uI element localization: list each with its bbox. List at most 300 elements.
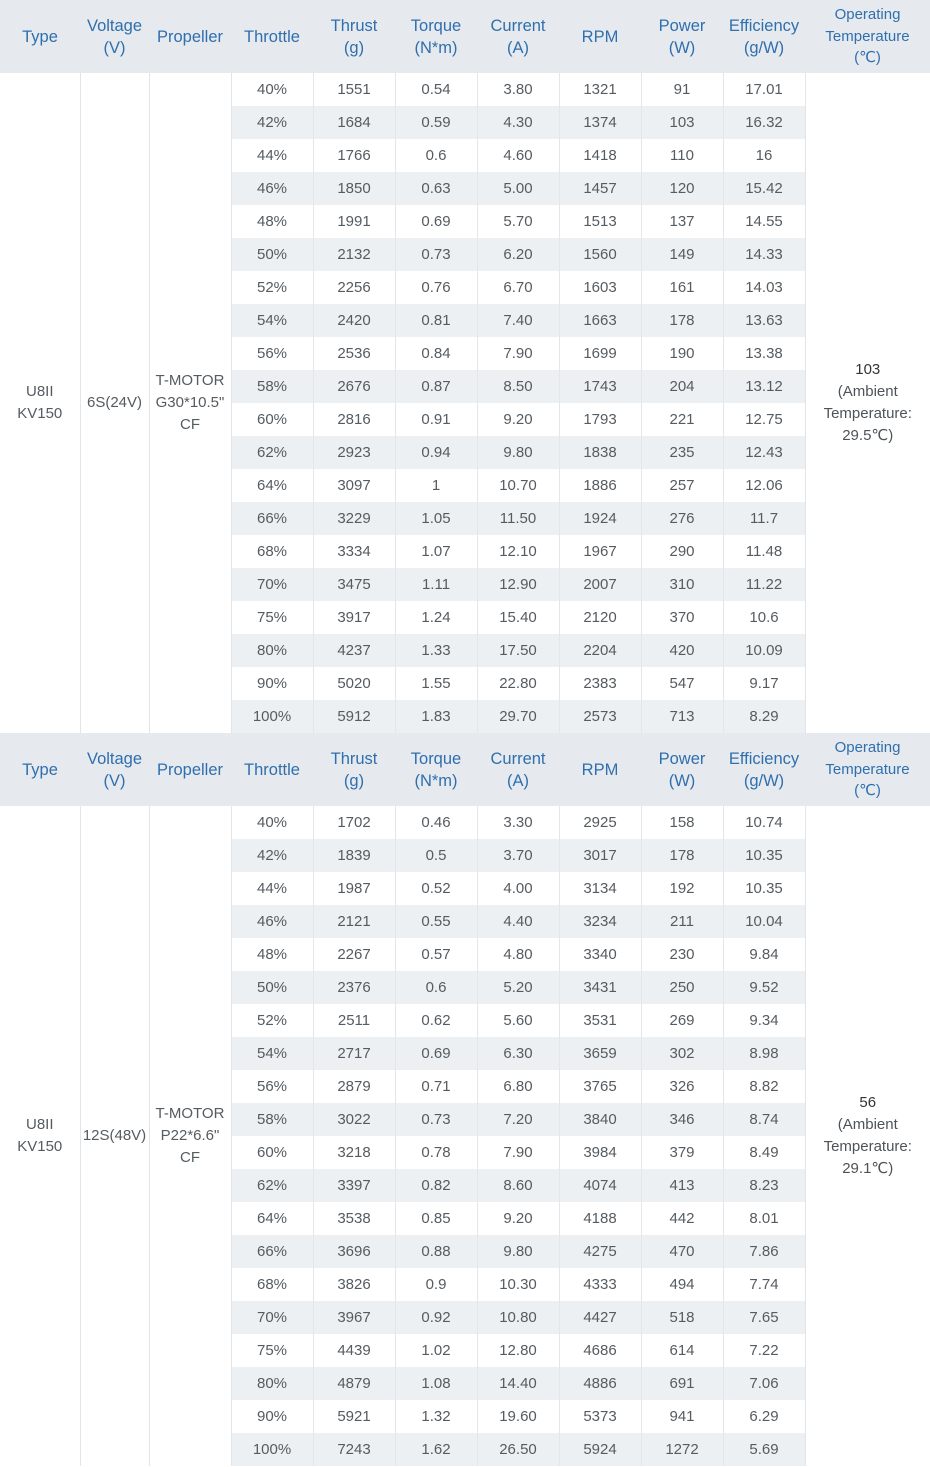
torque-cell: 0.71 (395, 1070, 477, 1103)
rpm-cell: 3984 (559, 1136, 641, 1169)
propeller-line: CF (180, 416, 200, 433)
header-line: (A) (507, 771, 529, 790)
throttle-cell: 64% (231, 1202, 313, 1235)
throttle-cell: 80% (231, 1367, 313, 1400)
header-line: (A) (507, 38, 529, 57)
header-line: (V) (103, 771, 126, 790)
rpm-cell: 1418 (559, 139, 641, 172)
rpm-cell: 3340 (559, 938, 641, 971)
column-header-voltage (80, 0, 149, 73)
throttle-cell: 68% (231, 535, 313, 568)
rpm-cell: 2925 (559, 806, 641, 839)
thrust-cell: 2717 (313, 1037, 395, 1070)
current-cell: 10.70 (477, 469, 559, 502)
header-line: RPM (581, 760, 619, 779)
throttle-cell: 40% (231, 73, 313, 106)
throttle-cell: 75% (231, 601, 313, 634)
current-cell: 6.20 (477, 238, 559, 271)
power-cell: 1272 (641, 1433, 723, 1466)
torque-cell: 0.81 (395, 304, 477, 337)
current-cell: 3.70 (477, 839, 559, 872)
rpm-cell: 1663 (559, 304, 641, 337)
column-header-efficiency (723, 733, 805, 806)
propeller-line: G30*10.5" (155, 394, 225, 411)
power-cell: 413 (641, 1169, 723, 1202)
torque-cell: 1.07 (395, 535, 477, 568)
efficiency-cell: 11.22 (723, 568, 805, 601)
rpm-cell: 2204 (559, 634, 641, 667)
power-cell: 120 (641, 172, 723, 205)
torque-cell: 1.05 (395, 502, 477, 535)
header-line: Temperature (825, 760, 910, 778)
column-header-voltage (80, 733, 149, 806)
efficiency-cell: 10.35 (723, 872, 805, 905)
rpm-cell: 5924 (559, 1433, 641, 1466)
power-cell: 250 (641, 971, 723, 1004)
efficiency-cell: 10.09 (723, 634, 805, 667)
header-line: Efficiency (728, 749, 800, 768)
column-header-propeller (149, 733, 231, 806)
header-line: Temperature (825, 27, 910, 45)
current-cell: 7.40 (477, 304, 559, 337)
throttle-cell: 60% (231, 403, 313, 436)
header-line: Torque (410, 749, 462, 768)
current-cell: 5.20 (477, 971, 559, 1004)
power-cell: 149 (641, 238, 723, 271)
column-header-efficiency (723, 0, 805, 73)
rpm-cell: 4333 (559, 1268, 641, 1301)
torque-cell: 0.63 (395, 172, 477, 205)
power-cell: 211 (641, 905, 723, 938)
power-cell: 290 (641, 535, 723, 568)
power-cell: 276 (641, 502, 723, 535)
rpm-cell: 4886 (559, 1367, 641, 1400)
efficiency-cell: 8.29 (723, 700, 805, 733)
efficiency-cell: 11.7 (723, 502, 805, 535)
throttle-cell: 66% (231, 1235, 313, 1268)
current-cell: 26.50 (477, 1433, 559, 1466)
current-cell: 12.90 (477, 568, 559, 601)
efficiency-cell: 12.43 (723, 436, 805, 469)
column-header-type (0, 733, 80, 806)
efficiency-cell: 7.86 (723, 1235, 805, 1268)
propeller-value (149, 73, 231, 733)
rpm-cell: 1967 (559, 535, 641, 568)
power-cell: 346 (641, 1103, 723, 1136)
table-row (0, 73, 930, 106)
header-line: Current (490, 749, 546, 768)
thrust-cell: 3022 (313, 1103, 395, 1136)
column-header-thrust (313, 0, 395, 73)
throttle-cell: 46% (231, 905, 313, 938)
thrust-cell: 1702 (313, 806, 395, 839)
header-line: (g) (343, 38, 365, 57)
efficiency-cell: 8.23 (723, 1169, 805, 1202)
throttle-cell: 68% (231, 1268, 313, 1301)
throttle-cell: 52% (231, 1004, 313, 1037)
thrust-cell: 3475 (313, 568, 395, 601)
column-header-propeller (149, 0, 231, 73)
current-cell: 6.70 (477, 271, 559, 304)
torque-cell: 0.85 (395, 1202, 477, 1235)
thrust-cell: 1839 (313, 839, 395, 872)
efficiency-cell: 13.38 (723, 337, 805, 370)
throttle-cell: 66% (231, 502, 313, 535)
rpm-cell: 4074 (559, 1169, 641, 1202)
torque-cell: 1.33 (395, 634, 477, 667)
column-header-thrust (313, 733, 395, 806)
column-header-power (641, 733, 723, 806)
column-header-torque (395, 0, 477, 73)
throttle-cell: 42% (231, 106, 313, 139)
torque-cell: 0.57 (395, 938, 477, 971)
thrust-cell: 3097 (313, 469, 395, 502)
thrust-cell: 2511 (313, 1004, 395, 1037)
torque-cell: 0.76 (395, 271, 477, 304)
table-header-row (0, 0, 930, 73)
power-cell: 161 (641, 271, 723, 304)
motor-type-line: KV150 (17, 1138, 63, 1155)
header-line: (g/W) (743, 771, 785, 790)
torque-cell: 0.46 (395, 806, 477, 839)
current-cell: 7.90 (477, 337, 559, 370)
motor-type-line: KV150 (17, 405, 63, 422)
efficiency-cell: 9.34 (723, 1004, 805, 1037)
thrust-cell: 3917 (313, 601, 395, 634)
efficiency-cell: 8.74 (723, 1103, 805, 1136)
rpm-cell: 3840 (559, 1103, 641, 1136)
efficiency-cell: 7.22 (723, 1334, 805, 1367)
thrust-cell: 1987 (313, 872, 395, 905)
thrust-cell: 5020 (313, 667, 395, 700)
current-cell: 6.80 (477, 1070, 559, 1103)
header-line: RPM (581, 27, 619, 46)
torque-cell: 1.83 (395, 700, 477, 733)
rpm-cell: 3659 (559, 1037, 641, 1070)
current-cell: 12.80 (477, 1334, 559, 1367)
torque-cell: 1.11 (395, 568, 477, 601)
torque-cell: 0.62 (395, 1004, 477, 1037)
header-line: Torque (410, 16, 462, 35)
throttle-cell: 90% (231, 1400, 313, 1433)
efficiency-cell: 10.6 (723, 601, 805, 634)
throttle-cell: 70% (231, 1301, 313, 1334)
rpm-cell: 4188 (559, 1202, 641, 1235)
rpm-cell: 3431 (559, 971, 641, 1004)
rpm-cell: 1560 (559, 238, 641, 271)
power-cell: 941 (641, 1400, 723, 1433)
efficiency-cell: 8.49 (723, 1136, 805, 1169)
header-line: (N*m) (414, 771, 458, 790)
header-line: Thrust (330, 749, 378, 768)
header-line: Type (22, 760, 58, 779)
efficiency-cell: 5.69 (723, 1433, 805, 1466)
propeller-line: CF (180, 1149, 200, 1166)
header-line: Operating (834, 739, 901, 757)
efficiency-cell: 16.32 (723, 106, 805, 139)
rpm-cell: 1743 (559, 370, 641, 403)
header-line: Operating (834, 6, 901, 24)
column-header-operating-temperature (805, 733, 930, 806)
throttle-cell: 44% (231, 872, 313, 905)
motor-type (0, 806, 80, 1466)
header-line: Type (22, 27, 58, 46)
power-cell: 691 (641, 1367, 723, 1400)
power-cell: 110 (641, 139, 723, 172)
throttle-cell: 48% (231, 205, 313, 238)
thrust-cell: 1766 (313, 139, 395, 172)
thrust-cell: 2923 (313, 436, 395, 469)
current-cell: 7.20 (477, 1103, 559, 1136)
current-cell: 10.80 (477, 1301, 559, 1334)
column-header-current (477, 733, 559, 806)
current-cell: 9.20 (477, 403, 559, 436)
torque-cell: 0.69 (395, 1037, 477, 1070)
throttle-cell: 70% (231, 568, 313, 601)
propeller-line: T-MOTOR (155, 1105, 225, 1122)
current-cell: 5.00 (477, 172, 559, 205)
rpm-cell: 1886 (559, 469, 641, 502)
power-cell: 379 (641, 1136, 723, 1169)
rpm-cell: 1838 (559, 436, 641, 469)
power-cell: 269 (641, 1004, 723, 1037)
column-header-operating-temperature (805, 0, 930, 73)
column-header-current (477, 0, 559, 73)
rpm-cell: 4686 (559, 1334, 641, 1367)
voltage-value: 6S(24V) (80, 73, 149, 733)
ambient-temperature-line: 29.1℃) (842, 1160, 894, 1177)
thrust-cell: 2816 (313, 403, 395, 436)
current-cell: 4.60 (477, 139, 559, 172)
rpm-cell: 3134 (559, 872, 641, 905)
thrust-cell: 2536 (313, 337, 395, 370)
column-header-rpm (559, 0, 641, 73)
throttle-cell: 58% (231, 370, 313, 403)
torque-cell: 0.88 (395, 1235, 477, 1268)
header-line: Current (490, 16, 546, 35)
power-cell: 713 (641, 700, 723, 733)
rpm-cell: 3017 (559, 839, 641, 872)
column-header-power (641, 0, 723, 73)
header-line: (W) (668, 38, 696, 57)
throttle-cell: 75% (231, 1334, 313, 1367)
throttle-cell: 80% (231, 634, 313, 667)
torque-cell: 0.78 (395, 1136, 477, 1169)
power-cell: 302 (641, 1037, 723, 1070)
efficiency-cell: 9.52 (723, 971, 805, 1004)
table-row (0, 806, 930, 839)
thrust-cell: 3397 (313, 1169, 395, 1202)
rpm-cell: 5373 (559, 1400, 641, 1433)
header-line: (N*m) (414, 38, 458, 57)
current-cell: 9.80 (477, 1235, 559, 1268)
header-line: Throttle (244, 760, 300, 779)
table-header-row (0, 733, 930, 806)
current-cell: 15.40 (477, 601, 559, 634)
efficiency-cell: 7.65 (723, 1301, 805, 1334)
header-line: (℃) (854, 49, 881, 67)
current-cell: 3.80 (477, 73, 559, 106)
torque-cell: 0.87 (395, 370, 477, 403)
power-cell: 235 (641, 436, 723, 469)
current-cell: 14.40 (477, 1367, 559, 1400)
torque-cell: 1.08 (395, 1367, 477, 1400)
efficiency-cell: 9.84 (723, 938, 805, 971)
column-header-torque (395, 733, 477, 806)
throttle-cell: 44% (231, 139, 313, 172)
current-cell: 22.80 (477, 667, 559, 700)
thrust-cell: 1991 (313, 205, 395, 238)
current-cell: 6.30 (477, 1037, 559, 1070)
torque-cell: 0.5 (395, 839, 477, 872)
thrust-cell: 2256 (313, 271, 395, 304)
power-cell: 494 (641, 1268, 723, 1301)
current-cell: 4.40 (477, 905, 559, 938)
thrust-cell: 1551 (313, 73, 395, 106)
current-cell: 12.10 (477, 535, 559, 568)
torque-cell: 0.6 (395, 971, 477, 1004)
power-cell: 204 (641, 370, 723, 403)
propeller-value (149, 806, 231, 1466)
power-cell: 158 (641, 806, 723, 839)
operating-temperature-value (805, 806, 930, 1466)
thrust-cell: 3696 (313, 1235, 395, 1268)
torque-cell: 0.84 (395, 337, 477, 370)
thrust-cell: 1850 (313, 172, 395, 205)
efficiency-cell: 7.74 (723, 1268, 805, 1301)
throttle-cell: 100% (231, 1433, 313, 1466)
header-line: (V) (103, 38, 126, 57)
throttle-cell: 64% (231, 469, 313, 502)
efficiency-cell: 9.17 (723, 667, 805, 700)
thrust-cell: 5921 (313, 1400, 395, 1433)
efficiency-cell: 14.55 (723, 205, 805, 238)
temperature-reading: 56 (859, 1094, 877, 1111)
torque-cell: 1.62 (395, 1433, 477, 1466)
power-cell: 192 (641, 872, 723, 905)
throttle-cell: 90% (231, 667, 313, 700)
rpm-cell: 4275 (559, 1235, 641, 1268)
thrust-cell: 3967 (313, 1301, 395, 1334)
header-line: Thrust (330, 16, 378, 35)
efficiency-cell: 12.06 (723, 469, 805, 502)
power-cell: 178 (641, 839, 723, 872)
efficiency-cell: 8.82 (723, 1070, 805, 1103)
thrust-cell: 1684 (313, 106, 395, 139)
rpm-cell: 1513 (559, 205, 641, 238)
torque-cell: 0.52 (395, 872, 477, 905)
throttle-cell: 56% (231, 337, 313, 370)
header-line: (W) (668, 771, 696, 790)
throttle-cell: 58% (231, 1103, 313, 1136)
current-cell: 10.30 (477, 1268, 559, 1301)
rpm-cell: 3765 (559, 1070, 641, 1103)
thrust-cell: 2676 (313, 370, 395, 403)
header-line: (g/W) (743, 38, 785, 57)
current-cell: 3.30 (477, 806, 559, 839)
power-cell: 310 (641, 568, 723, 601)
current-cell: 29.70 (477, 700, 559, 733)
column-header-rpm (559, 733, 641, 806)
rpm-cell: 1457 (559, 172, 641, 205)
torque-cell: 1.02 (395, 1334, 477, 1367)
efficiency-cell: 11.48 (723, 535, 805, 568)
efficiency-cell: 8.01 (723, 1202, 805, 1235)
throttle-cell: 50% (231, 238, 313, 271)
power-cell: 91 (641, 73, 723, 106)
thrust-cell: 4879 (313, 1367, 395, 1400)
throttle-cell: 50% (231, 971, 313, 1004)
power-cell: 257 (641, 469, 723, 502)
header-line: Efficiency (728, 16, 800, 35)
motor-type (0, 73, 80, 733)
header-line: Propeller (156, 27, 224, 46)
current-cell: 8.60 (477, 1169, 559, 1202)
efficiency-cell: 12.75 (723, 403, 805, 436)
current-cell: 4.80 (477, 938, 559, 971)
voltage-value: 12S(48V) (80, 806, 149, 1466)
throttle-cell: 48% (231, 938, 313, 971)
thrust-cell: 4237 (313, 634, 395, 667)
rpm-cell: 2007 (559, 568, 641, 601)
efficiency-cell: 14.33 (723, 238, 805, 271)
rpm-cell: 3234 (559, 905, 641, 938)
propeller-line: T-MOTOR (155, 372, 225, 389)
torque-cell: 0.54 (395, 73, 477, 106)
thrust-cell: 3334 (313, 535, 395, 568)
current-cell: 5.60 (477, 1004, 559, 1037)
header-line: Voltage (86, 16, 143, 35)
current-cell: 9.80 (477, 436, 559, 469)
rpm-cell: 1699 (559, 337, 641, 370)
power-cell: 420 (641, 634, 723, 667)
power-cell: 442 (641, 1202, 723, 1235)
torque-cell: 1 (395, 469, 477, 502)
ambient-temperature-line: Temperature: (823, 405, 912, 422)
power-cell: 103 (641, 106, 723, 139)
thrust-cell: 3218 (313, 1136, 395, 1169)
temperature-reading: 103 (855, 361, 881, 378)
power-cell: 470 (641, 1235, 723, 1268)
rpm-cell: 2573 (559, 700, 641, 733)
thrust-cell: 4439 (313, 1334, 395, 1367)
power-cell: 370 (641, 601, 723, 634)
current-cell: 8.50 (477, 370, 559, 403)
torque-cell: 1.32 (395, 1400, 477, 1433)
propeller-line: P22*6.6" (160, 1127, 220, 1144)
rpm-cell: 3531 (559, 1004, 641, 1037)
throttle-cell: 52% (231, 271, 313, 304)
power-cell: 614 (641, 1334, 723, 1367)
thrust-cell: 3229 (313, 502, 395, 535)
current-cell: 19.60 (477, 1400, 559, 1433)
power-cell: 326 (641, 1070, 723, 1103)
torque-cell: 1.24 (395, 601, 477, 634)
efficiency-cell: 10.74 (723, 806, 805, 839)
thrust-cell: 3538 (313, 1202, 395, 1235)
power-cell: 221 (641, 403, 723, 436)
efficiency-cell: 8.98 (723, 1037, 805, 1070)
motor-type-line: U8II (25, 383, 54, 400)
column-header-throttle (231, 0, 313, 73)
thrust-cell: 2420 (313, 304, 395, 337)
efficiency-cell: 13.63 (723, 304, 805, 337)
efficiency-cell: 14.03 (723, 271, 805, 304)
current-cell: 11.50 (477, 502, 559, 535)
throttle-cell: 54% (231, 1037, 313, 1070)
throttle-cell: 62% (231, 436, 313, 469)
column-header-throttle (231, 733, 313, 806)
